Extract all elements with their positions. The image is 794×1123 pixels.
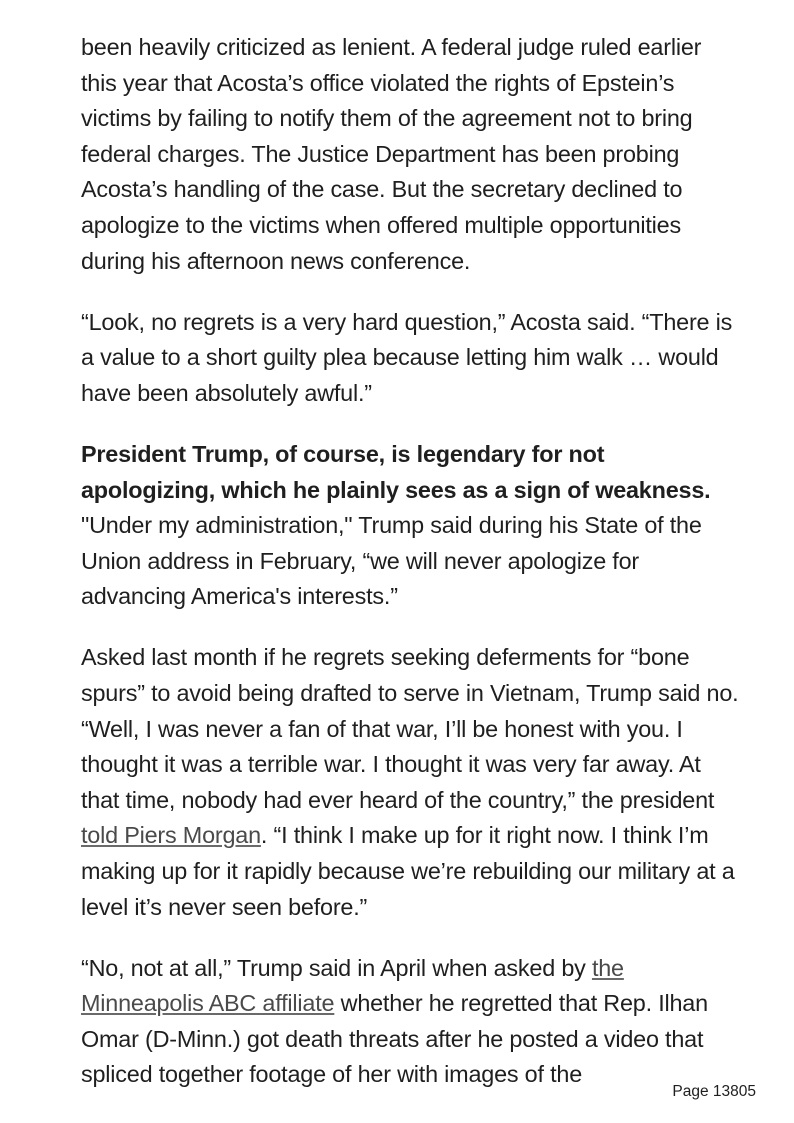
link-minneapolis-abc-affiliate[interactable]: the Minneapolis ABC affiliate xyxy=(81,954,624,1017)
paragraph-trump-apologizing xyxy=(81,437,741,615)
paragraph-bone-spurs xyxy=(81,640,741,925)
paragraph-text: whether he regretted that Rep. Ilhan Omar (D-Minn.) got death threats after he posted a video that spliced together footage of her with images of the xyxy=(81,990,708,1088)
article-body xyxy=(81,30,741,1118)
paragraph-text: “No, not at all,” Trump said in April when asked by xyxy=(81,954,592,981)
paragraph-text: Asked last month if he regrets seeking deferments for “bone spurs” to avoid being drafted to serve in Vietnam, Trump said no. “Well, I was never a fan of that war, I’ll be honest with you. I thought it was a terrible war. I thought it was very far away. At that time, nobody had ever heard of the country,” the president xyxy=(81,644,739,813)
bold-lead-sentence: President Trump, of course, is legendary for not apologizing, which he plainly sees as a sign of weakness. xyxy=(81,440,711,503)
paragraph-omar xyxy=(81,951,741,1093)
paragraph-text: . “I think I make up for it right now. I think I’m making up for it rapidly because we’re rebuilding our military at a level it’s never seen before.” xyxy=(81,822,735,920)
paragraph-text: "Under my administration," Trump said during his State of the Union address in February, “we will never apologize for advancing America's interests.” xyxy=(81,512,702,610)
link-told-piers-morgan[interactable]: told Piers Morgan xyxy=(81,822,261,849)
paragraph-acosta-quote: “Look, no regrets is a very hard question,” Acosta said. “There is a value to a short guilty plea because letting him walk … would have been absolutely awful.” xyxy=(81,308,733,406)
paragraph-acosta-lenient: been heavily criticized as lenient. A federal judge ruled earlier this year that Acosta’s office violated the rights of Epstein’s victims by failing to notify them of the agreement not to bring federal charges. The Justice Department has been probing Acosta’s handling of the case. But the secretary declined to apologize to the victims when offered multiple opportunities during his afternoon news conference. xyxy=(81,34,702,274)
page-number: Page 13805 xyxy=(672,1083,756,1100)
